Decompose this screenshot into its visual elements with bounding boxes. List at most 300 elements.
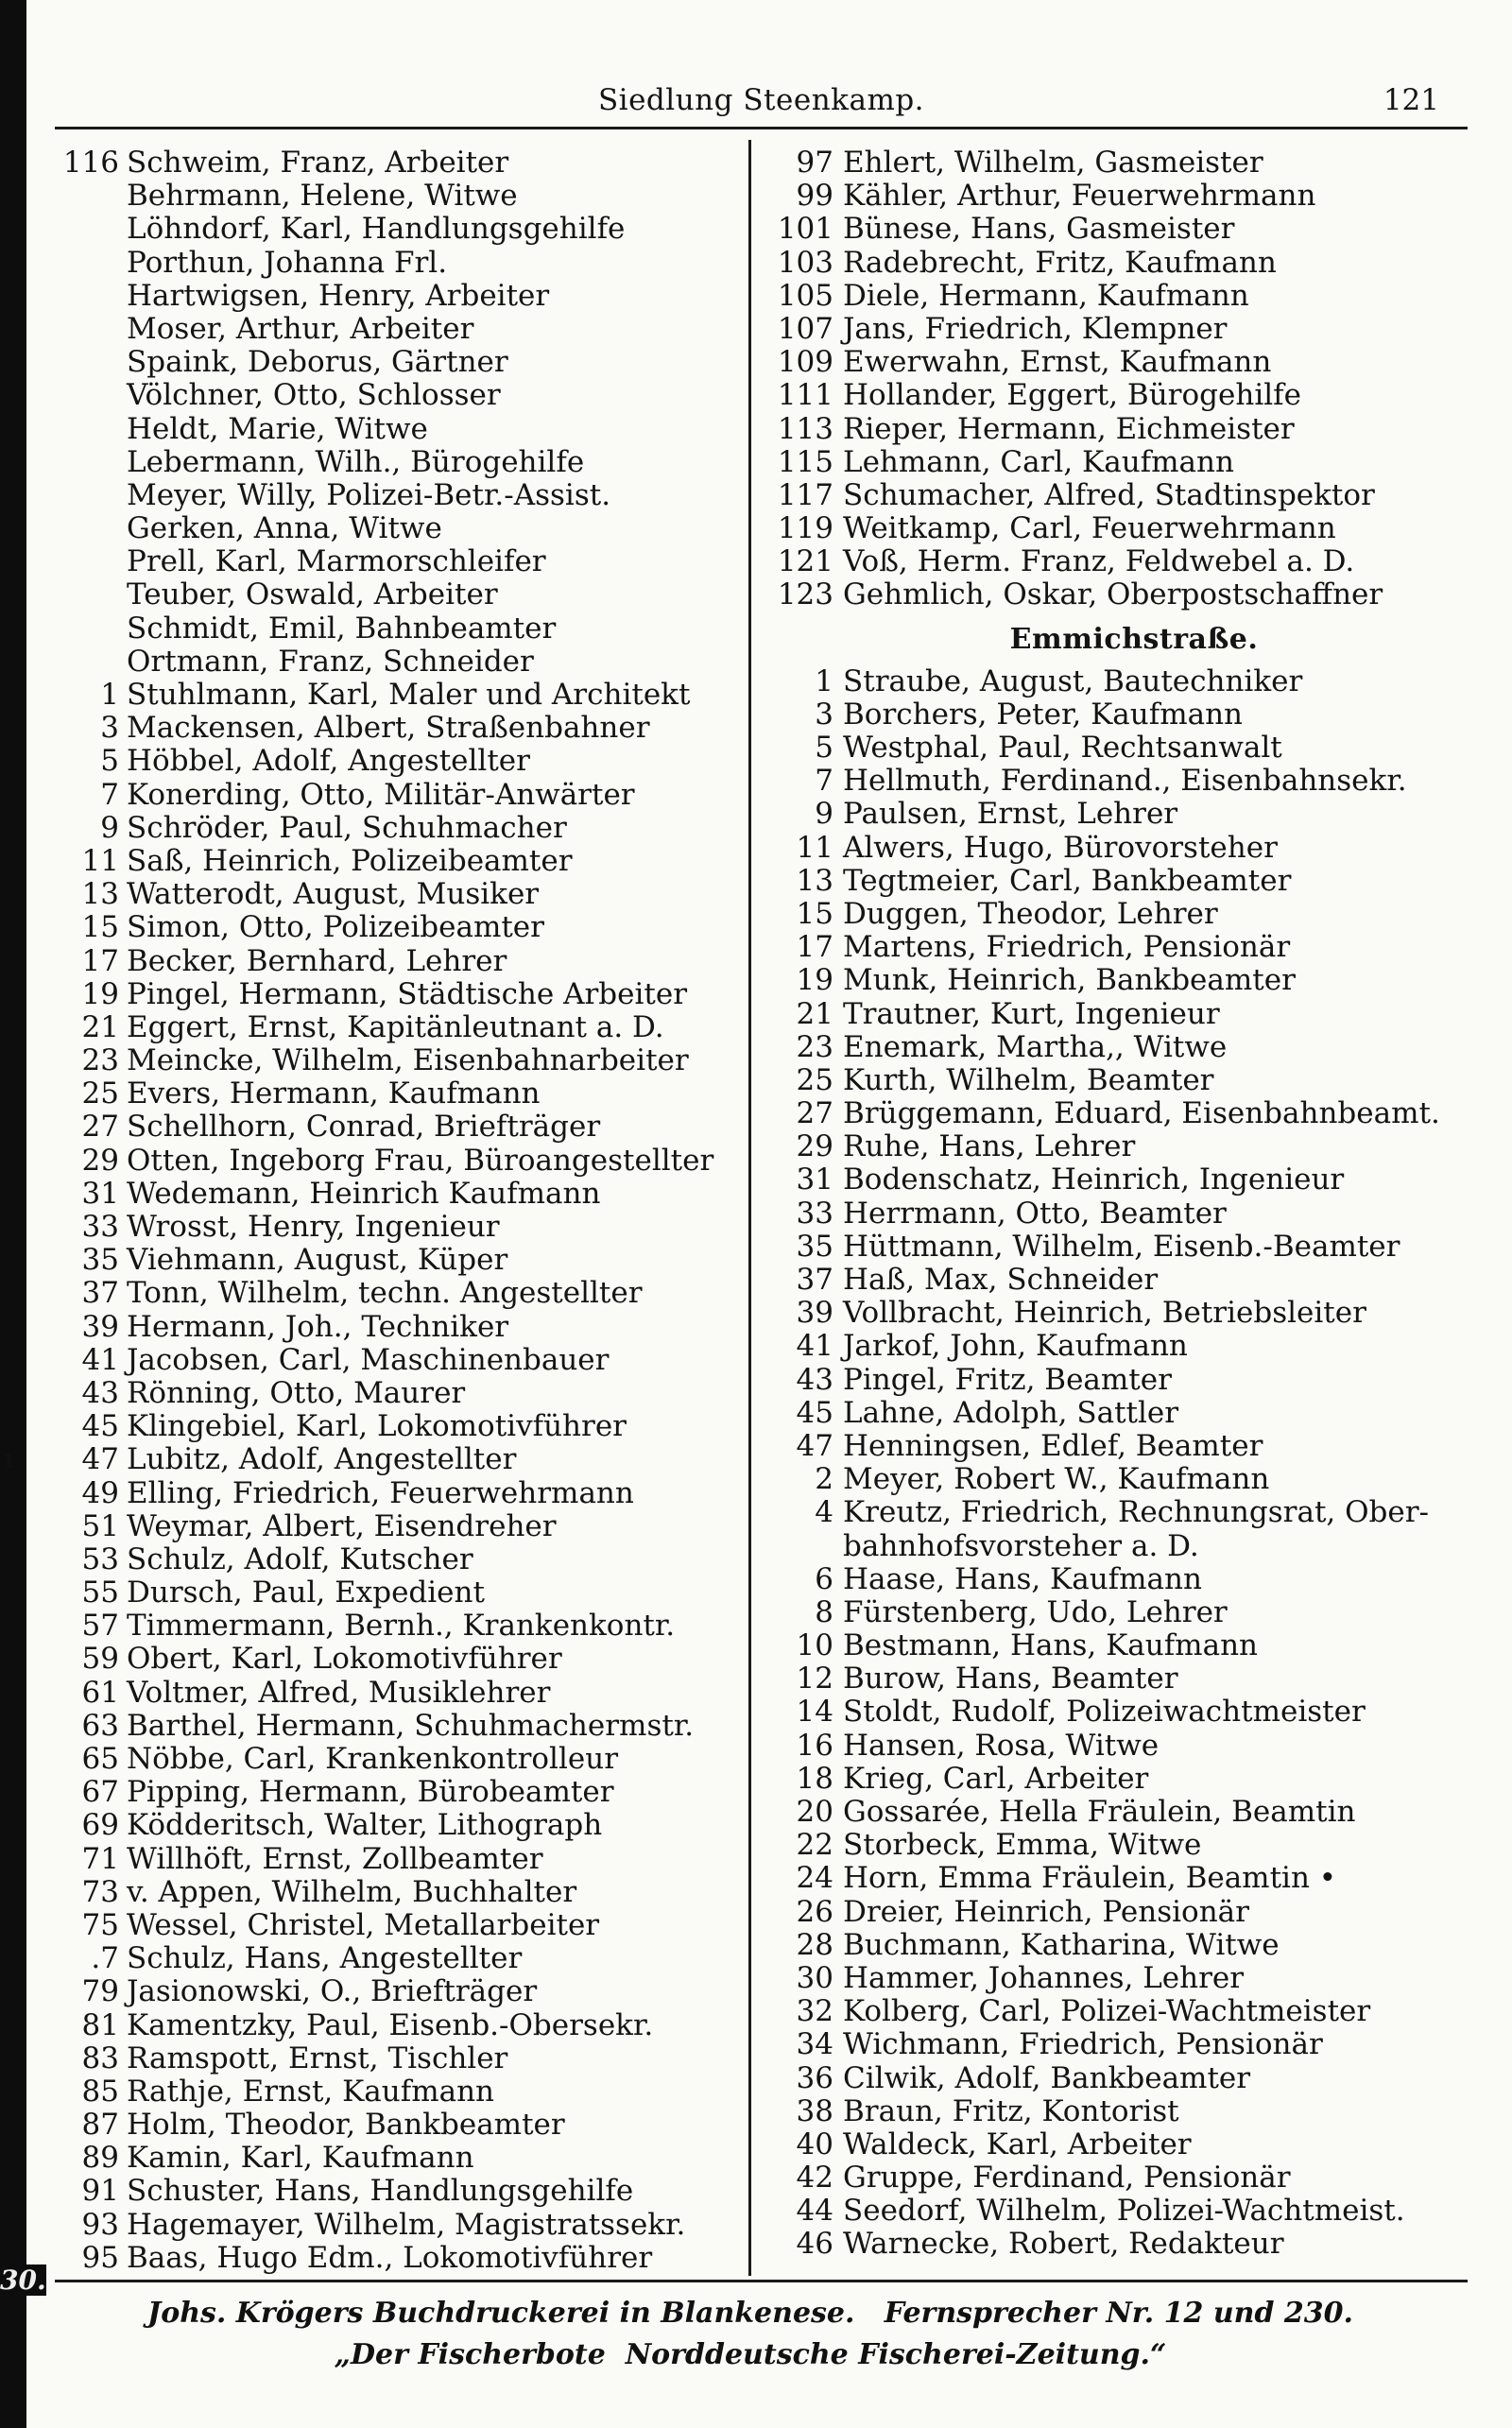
house-number: 38 <box>796 2094 833 2128</box>
resident-text: Gehmlich, Oskar, Oberpostschaffner <box>843 578 1383 612</box>
house-number: 22 <box>796 1829 833 1863</box>
resident-text: Warnecke, Robert, Redakteur <box>843 2228 1284 2262</box>
house-number: 30 <box>796 1961 833 1995</box>
directory-entry <box>45 712 745 745</box>
house-number: 95 <box>81 2241 119 2275</box>
resident-text: bahnhofsvorsteher a. D. <box>843 1529 1199 1563</box>
house-number: 89 <box>81 2142 119 2176</box>
resident-text: Ortmann, Franz, Schneider <box>127 645 534 679</box>
resident-text: Hagemayer, Wilhelm, Magistratssekr. <box>127 2208 686 2242</box>
margin-mark: 1 <box>2 1450 15 1472</box>
directory-entry <box>45 878 745 911</box>
resident-text: Seedorf, Wilhelm, Polizei-Wachtmeist. <box>843 2195 1405 2229</box>
resident-text: Straube, August, Bautechniker <box>843 664 1303 698</box>
resident-text: Völchner, Otto, Schlosser <box>127 379 501 413</box>
resident-text: Kähler, Arthur, Feuerwehrmann <box>843 180 1316 214</box>
house-number: 43 <box>81 1376 119 1410</box>
house-number: 69 <box>81 1809 119 1843</box>
house-number: 33 <box>81 1211 119 1244</box>
house-number: 44 <box>796 2195 833 2229</box>
directory-entry <box>45 247 745 280</box>
house-number: 10 <box>796 1629 833 1663</box>
directory-entry <box>765 479 1503 512</box>
resident-text: Voltmer, Alfred, Musiklehrer <box>127 1676 551 1710</box>
house-number: 93 <box>81 2208 119 2242</box>
footer-rule <box>55 2280 1468 2282</box>
house-number: 11 <box>81 844 119 878</box>
resident-text: Eggert, Ernst, Kapitänleutnant a. D. <box>127 1010 664 1044</box>
resident-text: Kamentzky, Paul, Eisenb.-Obersekr. <box>127 2008 654 2042</box>
directory-entry <box>45 1344 745 1377</box>
directory-entry <box>765 1330 1503 1363</box>
house-number: 12 <box>796 1662 833 1696</box>
directory-entry <box>45 280 745 313</box>
resident-text: Pingel, Fritz, Beamter <box>843 1363 1172 1397</box>
house-number: 71 <box>81 1842 119 1876</box>
house-number <box>45 213 127 246</box>
house-number <box>45 479 127 512</box>
house-number: 31 <box>81 1177 119 1211</box>
resident-text: Höbbel, Adolf, Angestellter <box>127 745 530 779</box>
house-number: 39 <box>796 1297 833 1331</box>
house-number: 61 <box>81 1676 119 1710</box>
house-number: 53 <box>81 1542 119 1576</box>
resident-text: Gossarée, Hella Fräulein, Beamtin <box>843 1796 1356 1829</box>
directory-entry <box>765 1264 1503 1297</box>
directory-entry <box>45 1876 745 1909</box>
house-number: 46 <box>796 2228 833 2262</box>
house-number: 123 <box>777 578 833 612</box>
directory-entry <box>45 346 745 379</box>
directory-entry <box>765 313 1503 346</box>
page-title: Siedlung Steenkamp. <box>597 83 925 117</box>
house-number: 103 <box>777 246 833 280</box>
house-number <box>45 346 127 379</box>
house-number: 87 <box>81 2109 119 2143</box>
directory-entry <box>45 1809 745 1842</box>
resident-text: Weymar, Albert, Eisendreher <box>127 1509 557 1543</box>
directory-entry <box>45 612 745 646</box>
resident-text: Hammer, Johannes, Lehrer <box>843 1961 1245 1995</box>
directory-entry <box>45 446 745 479</box>
house-number: 20 <box>796 1796 833 1829</box>
resident-text: Westphal, Paul, Rechtsanwalt <box>843 732 1282 765</box>
house-number: 11 <box>796 831 833 865</box>
resident-text: Paulsen, Ernst, Lehrer <box>843 798 1178 832</box>
resident-text: Gruppe, Ferdinand, Pensionär <box>843 2161 1291 2196</box>
house-number: 9 <box>100 811 119 845</box>
house-number: 9 <box>815 798 833 832</box>
house-number: 35 <box>796 1230 833 1264</box>
resident-text: Meyer, Willy, Polizei-Betr.-Assist. <box>127 478 611 512</box>
directory-entry <box>45 1410 745 1443</box>
directory-entry <box>765 578 1503 611</box>
house-number: 47 <box>796 1429 833 1463</box>
directory-entry <box>45 1909 745 1942</box>
resident-text: Diele, Hermann, Kaufmann <box>843 279 1249 313</box>
directory-entry <box>765 1929 1503 1962</box>
directory-entry <box>45 911 745 944</box>
directory-entry <box>45 1843 745 1876</box>
directory-entry <box>765 1796 1503 1829</box>
house-number: 73 <box>81 1875 119 1909</box>
directory-entry <box>765 832 1503 865</box>
house-number: 91 <box>81 2175 119 2209</box>
resident-text: Vollbracht, Heinrich, Betriebsleiter <box>843 1297 1366 1331</box>
house-number: 5 <box>100 745 119 779</box>
resident-text: Baas, Hugo Edm., Lokomotivführer <box>127 2241 653 2275</box>
house-number: 26 <box>796 1895 833 1929</box>
house-number: 67 <box>81 1776 119 1810</box>
house-number: 111 <box>777 379 833 413</box>
directory-entry <box>45 213 745 246</box>
resident-text: Ewerwahn, Ernst, Kaufmann <box>843 346 1272 380</box>
section-heading: Emmichstraße. <box>1009 622 1259 656</box>
directory-entry <box>765 1130 1503 1163</box>
house-number: 28 <box>796 1928 833 1962</box>
directory-entry <box>45 978 745 1011</box>
resident-text: Krieg, Carl, Arbeiter <box>843 1762 1149 1796</box>
house-number: 18 <box>796 1762 833 1796</box>
resident-text: Horn, Emma Fräulein, Beamtin • <box>843 1862 1337 1896</box>
directory-entry <box>45 413 745 446</box>
directory-entry <box>765 545 1503 578</box>
resident-text: Lehmann, Carl, Kaufmann <box>843 445 1234 479</box>
directory-entry <box>45 1111 745 1144</box>
directory-entry <box>765 1829 1503 1862</box>
house-number: 3 <box>815 697 833 732</box>
resident-text: Tonn, Wilhelm, techn. Angestellter <box>127 1277 643 1311</box>
resident-text: Enemark, Martha,, Witwe <box>843 1030 1228 1064</box>
directory-entry <box>765 413 1503 446</box>
directory-entry <box>765 1962 1503 1995</box>
footer-newspaper-line: „Der Fischerbote Norddeutsche Fischerei-Zeitung.“ <box>334 2338 1167 2371</box>
directory-entry <box>45 2109 745 2142</box>
house-number: 34 <box>796 2028 833 2062</box>
directory-entry <box>765 1297 1503 1330</box>
house-number: 23 <box>81 1044 119 1078</box>
resident-text: Hansen, Rosa, Witwe <box>843 1729 1160 1763</box>
directory-entry <box>765 146 1503 180</box>
house-number: 7 <box>100 778 119 812</box>
directory-entry <box>765 1763 1503 1796</box>
page-header <box>55 77 1468 127</box>
house-number: 105 <box>777 279 833 313</box>
resident-text: Fürstenberg, Udo, Lehrer <box>843 1595 1228 1629</box>
resident-text: Evers, Hermann, Kaufmann <box>127 1077 541 1111</box>
resident-text: Storbeck, Emma, Witwe <box>843 1829 1202 1863</box>
resident-text: Gerken, Anna, Witwe <box>127 512 442 546</box>
directory-entry <box>765 346 1503 379</box>
resident-text: Kamin, Karl, Kaufmann <box>127 2142 474 2176</box>
house-number: 43 <box>796 1363 833 1397</box>
resident-text: Holm, Theodor, Bankbeamter <box>127 2109 565 2143</box>
directory-entry <box>765 280 1503 313</box>
directory-entry <box>45 1443 745 1476</box>
resident-text: Henningsen, Edlef, Beamter <box>843 1429 1263 1463</box>
directory-entry <box>765 964 1503 997</box>
page-number: 121 <box>1383 83 1439 117</box>
resident-text: Schulz, Adolf, Kutscher <box>127 1542 473 1576</box>
house-number: 85 <box>81 2075 119 2109</box>
house-number: 113 <box>777 412 833 446</box>
directory-entry <box>765 1696 1503 1729</box>
house-number: 21 <box>81 1010 119 1044</box>
house-number: 117 <box>777 478 833 512</box>
resident-text: Schumacher, Alfred, Stadtinspektor <box>843 478 1375 512</box>
resident-text: Nöbbe, Carl, Krankenkontrolleur <box>127 1743 619 1776</box>
resident-text: Obert, Karl, Lokomotivführer <box>127 1643 562 1677</box>
directory-entry <box>765 1031 1503 1064</box>
house-number: 23 <box>796 1030 833 1064</box>
resident-text: Hermann, Joh., Techniker <box>127 1310 509 1344</box>
directory-entry <box>765 1364 1503 1397</box>
resident-text: Jarkof, John, Kaufmann <box>843 1330 1188 1364</box>
resident-text: Lebermann, Wilh., Bürogehilfe <box>127 445 585 479</box>
house-number <box>45 379 127 412</box>
directory-entry <box>765 798 1503 831</box>
resident-text: Bodenschatz, Heinrich, Ingenieur <box>843 1163 1345 1197</box>
directory-entry <box>45 1543 745 1576</box>
resident-text: Simon, Otto, Polizeibeamter <box>127 911 544 945</box>
house-number <box>45 247 127 280</box>
directory-entry <box>765 765 1503 798</box>
directory-entry <box>45 578 745 611</box>
resident-text: Burow, Hans, Beamter <box>843 1662 1178 1696</box>
resident-text: Munk, Heinrich, Bankbeamter <box>843 964 1296 998</box>
directory-entry <box>45 1975 745 2008</box>
resident-text: Jacobsen, Carl, Maschinenbauer <box>127 1343 610 1377</box>
house-number: 115 <box>777 445 833 479</box>
directory-entry <box>45 745 745 778</box>
resident-text: Weitkamp, Carl, Feuerwehrmann <box>843 512 1336 546</box>
house-number: 75 <box>81 1908 119 1942</box>
directory-entry <box>765 1596 1503 1629</box>
house-number: 8 <box>815 1595 833 1629</box>
resident-text: Otten, Ingeborg Frau, Büroangestellter <box>127 1144 714 1178</box>
house-number: 5 <box>815 732 833 765</box>
directory-entry <box>765 865 1503 898</box>
directory-entry <box>45 1610 745 1643</box>
directory-entry <box>765 1430 1503 1463</box>
house-number <box>45 313 127 346</box>
house-number: 25 <box>796 1063 833 1097</box>
house-number <box>45 646 127 679</box>
directory-entry <box>765 1231 1503 1264</box>
house-number: 3 <box>100 712 119 746</box>
house-number: 39 <box>81 1310 119 1344</box>
resident-text: Wedemann, Heinrich Kaufmann <box>127 1177 601 1211</box>
house-number: 19 <box>81 977 119 1011</box>
directory-entry <box>45 1145 745 1178</box>
resident-text: Haß, Max, Schneider <box>843 1264 1159 1297</box>
directory-entry <box>765 1629 1503 1662</box>
resident-text: Waldeck, Karl, Arbeiter <box>843 2127 1192 2161</box>
house-number: 25 <box>81 1077 119 1111</box>
directory-entry <box>45 1776 745 1809</box>
house-number: 35 <box>81 1244 119 1278</box>
directory-entry <box>765 732 1503 765</box>
directory-entry <box>765 931 1503 964</box>
resident-text: Lubitz, Adolf, Angestellter <box>127 1443 517 1477</box>
house-number: 27 <box>796 1097 833 1131</box>
resident-text: Ramspott, Ernst, Tischler <box>127 2041 508 2075</box>
left-column <box>45 146 745 2275</box>
right-column-top-list <box>765 146 1503 612</box>
house-number: 1 <box>815 664 833 698</box>
directory-entry <box>765 2228 1503 2261</box>
directory-entry <box>45 1044 745 1077</box>
resident-text: Braun, Fritz, Kontorist <box>843 2094 1179 2128</box>
resident-text: Herrmann, Otto, Beamter <box>843 1197 1227 1231</box>
resident-text: Hellmuth, Ferdinand., Eisenbahnsekr. <box>843 765 1407 799</box>
resident-text: Schweim, Franz, Arbeiter <box>127 146 509 180</box>
house-number: 109 <box>777 346 833 380</box>
house-number: 51 <box>81 1509 119 1543</box>
resident-text: Jans, Friedrich, Klempner <box>843 312 1228 346</box>
directory-entry <box>765 1496 1503 1529</box>
resident-text: Moser, Arthur, Arbeiter <box>127 312 474 346</box>
directory-entry <box>45 379 745 412</box>
resident-text: Hüttmann, Wilhelm, Eisenb.-Beamter <box>843 1230 1400 1264</box>
resident-text: Kreutz, Friedrich, Rechnungsrat, Ober- <box>843 1496 1430 1530</box>
resident-text: Wichmann, Friedrich, Pensionär <box>843 2028 1323 2062</box>
resident-text: Ködderitsch, Walter, Lithograph <box>127 1809 603 1843</box>
directory-entry <box>45 1643 745 1676</box>
directory-entry <box>45 779 745 812</box>
house-number: 41 <box>796 1330 833 1364</box>
house-number <box>45 512 127 545</box>
house-number: 17 <box>81 944 119 978</box>
resident-text: Konerding, Otto, Militär-Anwärter <box>127 778 635 812</box>
directory-entry <box>765 998 1503 1031</box>
directory-entry <box>765 2062 1503 2095</box>
resident-text: Teuber, Oswald, Arbeiter <box>127 578 498 612</box>
house-number: 33 <box>796 1197 833 1231</box>
resident-text: Ruhe, Hans, Lehrer <box>843 1130 1136 1164</box>
house-number: 14 <box>796 1696 833 1730</box>
directory-entry <box>45 2209 745 2242</box>
house-number: 107 <box>777 312 833 346</box>
directory-entry <box>765 1563 1503 1596</box>
house-number: 19 <box>796 964 833 998</box>
resident-text: Porthun, Johanna Frl. <box>127 246 448 280</box>
directory-entry <box>45 845 745 878</box>
resident-text: Kurth, Wilhelm, Beamter <box>843 1063 1214 1097</box>
resident-text: Stuhlmann, Karl, Maler und Architekt <box>127 679 691 712</box>
house-number: 6 <box>815 1562 833 1596</box>
resident-text: Tegtmeier, Carl, Bankbeamter <box>843 864 1292 898</box>
resident-text: Spaink, Deborus, Gärtner <box>127 346 508 380</box>
resident-text: Radebrecht, Fritz, Kaufmann <box>843 246 1277 280</box>
resident-text: Jasionowski, O., Briefträger <box>127 1975 538 2009</box>
resident-text: Voß, Herm. Franz, Feldwebel a. D. <box>843 545 1355 579</box>
resident-text: Rönning, Otto, Maurer <box>127 1376 466 1410</box>
resident-text: Haase, Hans, Kaufmann <box>843 1562 1202 1596</box>
directory-entry <box>765 1197 1503 1231</box>
directory-entry <box>765 247 1503 280</box>
resident-text: v. Appen, Wilhelm, Buchhalter <box>127 1875 577 1909</box>
house-number <box>45 180 127 213</box>
house-number: 121 <box>777 545 833 579</box>
house-number: .7 <box>91 1942 119 1976</box>
house-number: 29 <box>796 1130 833 1164</box>
house-number: 37 <box>81 1277 119 1311</box>
house-number: 13 <box>796 864 833 898</box>
house-number: 37 <box>796 1264 833 1297</box>
directory-entry <box>765 1163 1503 1197</box>
directory-entry <box>765 2195 1503 2228</box>
resident-text: Heldt, Marie, Witwe <box>127 412 428 446</box>
house-number: 41 <box>81 1343 119 1377</box>
resident-text: Meincke, Wilhelm, Eisenbahnarbeiter <box>127 1044 689 1078</box>
directory-entry <box>765 698 1503 732</box>
house-number: 79 <box>81 1975 119 2009</box>
directory-entry <box>45 146 745 180</box>
footer-printer-line: Johs. Krögers Buchdruckerei in Blankenese. Fernsprecher Nr. 12 und 230. <box>147 2297 1353 2330</box>
house-number <box>765 1530 843 1563</box>
directory-entry <box>765 446 1503 479</box>
resident-text: Bünese, Hans, Gasmeister <box>843 213 1235 247</box>
house-number: 29 <box>81 1144 119 1178</box>
directory-entry <box>765 665 1503 698</box>
directory-entry <box>45 180 745 213</box>
house-number: 101 <box>777 213 833 247</box>
directory-entry <box>45 1477 745 1510</box>
directory-entry <box>765 512 1503 545</box>
resident-text: Cilwik, Adolf, Bankbeamter <box>843 2061 1251 2095</box>
directory-entry <box>45 313 745 346</box>
directory-entry <box>45 945 745 978</box>
house-number: 13 <box>81 878 119 912</box>
house-number: 119 <box>777 512 833 546</box>
house-number: 116 <box>62 146 119 180</box>
directory-entry <box>45 1011 745 1044</box>
header-rule <box>55 127 1468 129</box>
directory-entry <box>45 1178 745 1211</box>
right-column-bottom-list <box>765 665 1503 2262</box>
directory-entry <box>45 2142 745 2175</box>
column-divider <box>748 140 751 2276</box>
directory-page <box>26 0 1512 2428</box>
resident-text: Wrosst, Henry, Ingenieur <box>127 1211 500 1244</box>
directory-entry <box>45 545 745 578</box>
resident-text: Alwers, Hugo, Bürovorsteher <box>843 831 1278 865</box>
resident-text: Borchers, Peter, Kaufmann <box>843 697 1243 732</box>
resident-text: Timmermann, Bernh., Krankenkontr. <box>127 1610 676 1644</box>
directory-entry <box>765 180 1503 213</box>
house-number: 24 <box>796 1862 833 1896</box>
house-number: 2 <box>815 1463 833 1497</box>
house-number: 27 <box>81 1111 119 1145</box>
directory-entry <box>765 2161 1503 2195</box>
resident-text: Trautner, Kurt, Ingenieur <box>843 997 1220 1031</box>
directory-entry <box>765 213 1503 246</box>
directory-entry <box>765 1397 1503 1430</box>
house-number: 21 <box>796 997 833 1031</box>
resident-text: Becker, Bernhard, Lehrer <box>127 944 507 978</box>
directory-entry <box>45 679 745 712</box>
resident-text: Dreier, Heinrich, Pensionär <box>843 1895 1249 1929</box>
directory-entry <box>45 812 745 845</box>
resident-text: Schmidt, Emil, Bahnbeamter <box>127 611 557 646</box>
directory-entry <box>765 1463 1503 1496</box>
directory-entry <box>45 512 745 545</box>
house-number: 4 <box>815 1496 833 1530</box>
resident-text: Duggen, Theodor, Lehrer <box>843 897 1218 931</box>
directory-entry <box>45 1077 745 1111</box>
resident-text: Hollander, Eggert, Bürogehilfe <box>843 379 1301 413</box>
